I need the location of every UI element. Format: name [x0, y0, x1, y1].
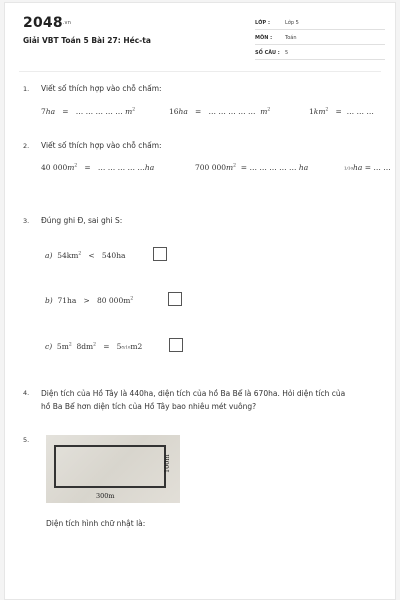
- meta-subject-value: Toán: [285, 35, 297, 41]
- meta-count-key: SỐ CÂU :: [255, 50, 280, 56]
- q2-expression-3: 1/10ha = … …: [344, 163, 391, 172]
- answer-box-c[interactable]: [169, 338, 183, 352]
- q1-expression-2: 16ha = … … … … … $m^2$: [169, 107, 271, 116]
- question-5-answer-prompt: Diện tích hình chữ nhật là:: [46, 519, 146, 528]
- meta-count-value: 5: [285, 50, 289, 56]
- question-3-text: Đúng ghi Đ, sai ghi S:: [41, 216, 123, 225]
- question-2-text: Viết số thích hợp vào chỗ chấm:: [41, 141, 162, 150]
- divider: [255, 44, 385, 45]
- page-title: Giải VBT Toán 5 Bài 27: Héc-ta: [23, 36, 151, 45]
- q2-expression-1: 40 $000m^2$ = … … … … …ha: [41, 163, 155, 172]
- question-4-line-2: hồ Ba Bể hơn diện tích của Hồ Tây bao nhiêu mét vuông?: [41, 402, 257, 411]
- question-4-number: 4.: [23, 389, 30, 397]
- answer-box-b[interactable]: [168, 292, 182, 306]
- q3-statement-c: c) $5m^2$ $8dm^2$ = 58/10m2: [45, 342, 143, 351]
- question-1-number: 1.: [23, 85, 30, 93]
- height-label: 100m: [163, 454, 171, 473]
- question-5-number: 5.: [23, 436, 30, 444]
- q1-expression-1: 7ha = … … … … … $m^2$: [41, 107, 136, 116]
- question-2-number: 2.: [23, 142, 30, 150]
- q3-statement-b: b) 71ha > 80 $000m^2$: [45, 296, 134, 305]
- question-4-line-1: Diện tích của Hồ Tây là 440ha, diện tích của hồ Ba Bể là 670ha. Hỏi diện tích của: [41, 389, 346, 398]
- rectangle-shape: [54, 445, 166, 488]
- question-3-number: 3.: [23, 217, 30, 225]
- header-divider: [19, 71, 381, 72]
- divider: [255, 29, 385, 30]
- width-label: 300m: [96, 492, 115, 500]
- q1-expression-3: $1km^2$ = … … …: [309, 107, 374, 116]
- meta-subject-key: MÔN :: [255, 35, 273, 41]
- meta-class-key: LỚP :: [255, 20, 270, 26]
- logo-suffix: .vn: [62, 20, 72, 26]
- q3-statement-a: a) $54km^2$ < 540ha: [45, 251, 126, 260]
- logo-text: 2048: [23, 15, 63, 31]
- worksheet-page: [4, 2, 396, 600]
- divider: [255, 59, 385, 60]
- question-1-text: Viết số thích hợp vào chỗ chấm:: [41, 84, 162, 93]
- meta-class-value: Lớp 5: [285, 20, 299, 26]
- answer-box-a[interactable]: [153, 247, 167, 261]
- site-logo[interactable]: [23, 15, 71, 31]
- rectangle-figure: [46, 435, 180, 503]
- q2-expression-2: 700 $000m^2$ = … … … … … ha: [195, 163, 309, 172]
